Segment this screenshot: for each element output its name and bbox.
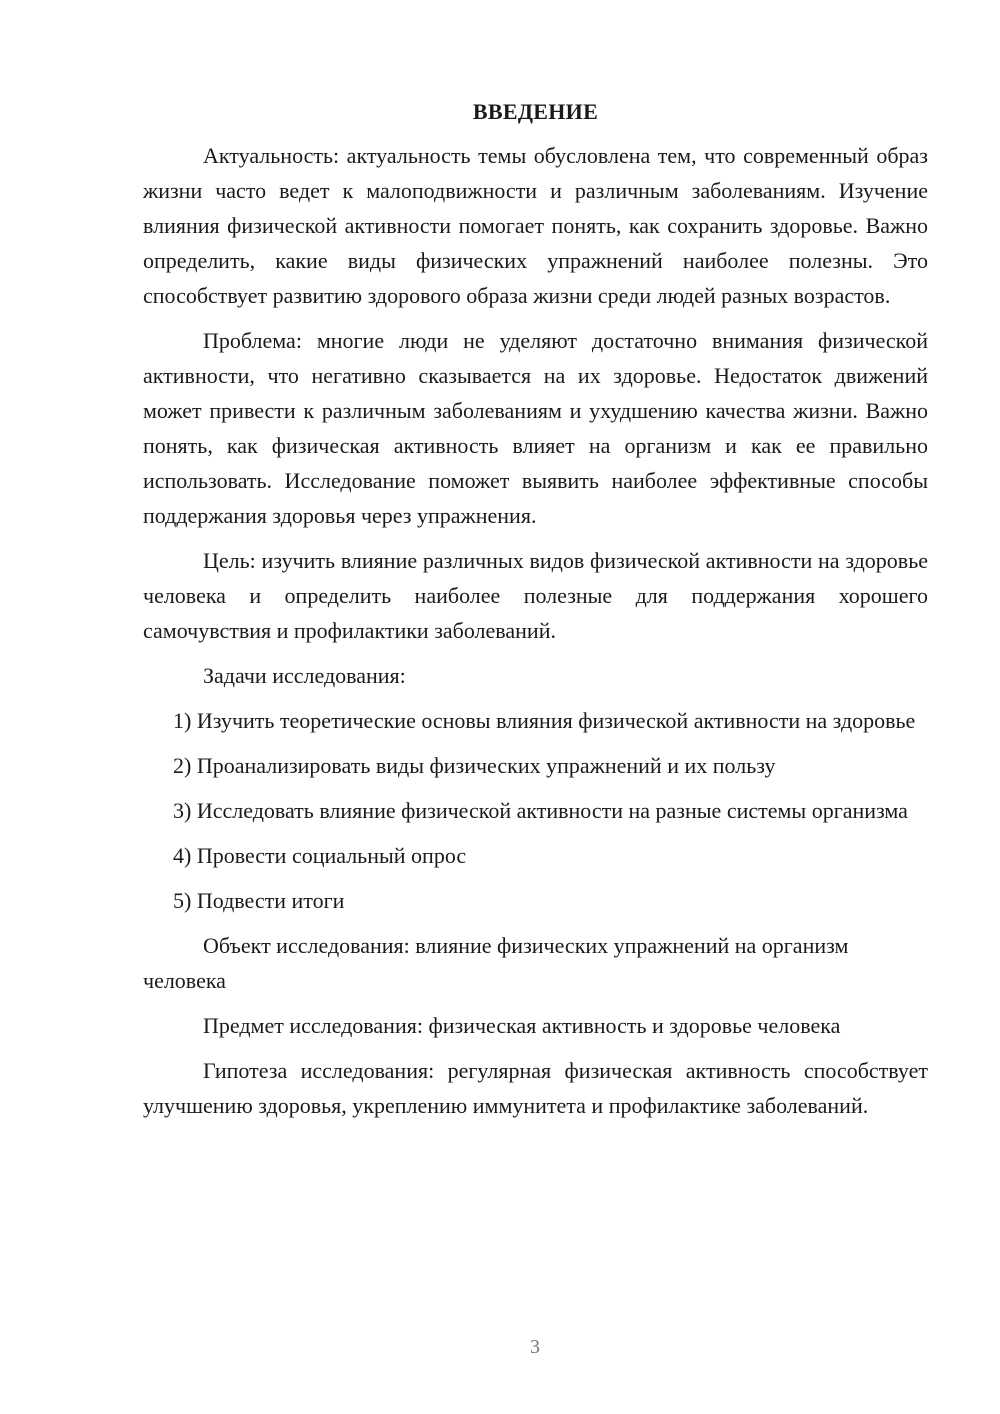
subject-paragraph: Предмет исследования: физическая активность и здоровье человека [203, 1013, 841, 1038]
problem-paragraph: Проблема: многие люди не уделяют достаточно внимания физической активности, что негативно сказывается на их здоровье. Недостаток движений может привести к различным заболеваниям и ухудшению качества жизни. Важно понять, как физическая активность влияет на организм и как ее правильно использовать. Исследование поможет выявить наиболее эффективные способы поддержания здоровья через упражнения. [143, 328, 928, 528]
task-item-3: 3) Исследовать влияние физической активности на разные системы организма [173, 798, 908, 823]
task-item-2: 2) Проанализировать виды физических упражнений и их пользу [173, 753, 776, 778]
page-title: ВВЕДЕНИЕ [472, 99, 599, 124]
object-paragraph: Объект исследования: влияние физических упражнений на организм человека [143, 933, 849, 993]
task-item-4: 4) Провести социальный опрос [173, 843, 467, 868]
tasks-heading: Задачи исследования: [203, 663, 406, 688]
document-body [143, 94, 928, 1133]
page-number: 3 [530, 1336, 540, 1358]
relevance-paragraph: Актуальность: актуальность темы обусловлена тем, что современный образ жизни часто ведет к малоподвижности и различным заболеваниям. Изучение влияния физической активности помогает понять, как сохранить здоровье. Важно определить, какие виды физических упражнений наиболее полезны. Это способствует развитию здорового образа жизни среди людей разных возрастов. [143, 143, 928, 308]
task-item-5: 5) Подвести итоги [173, 888, 345, 913]
goal-paragraph: Цель: изучить влияние различных видов физической активности на здоровье человека и определить наиболее полезные для поддержания хорошего самочувствия и профилактики заболеваний. [143, 548, 928, 643]
task-item-1: 1) Изучить теоретические основы влияния физической активности на здоровье [173, 708, 916, 733]
hypothesis-paragraph: Гипотеза исследования: регулярная физическая активность способствует улучшению здоровья, укреплению иммунитета и профилактике заболеваний. [143, 1058, 928, 1118]
